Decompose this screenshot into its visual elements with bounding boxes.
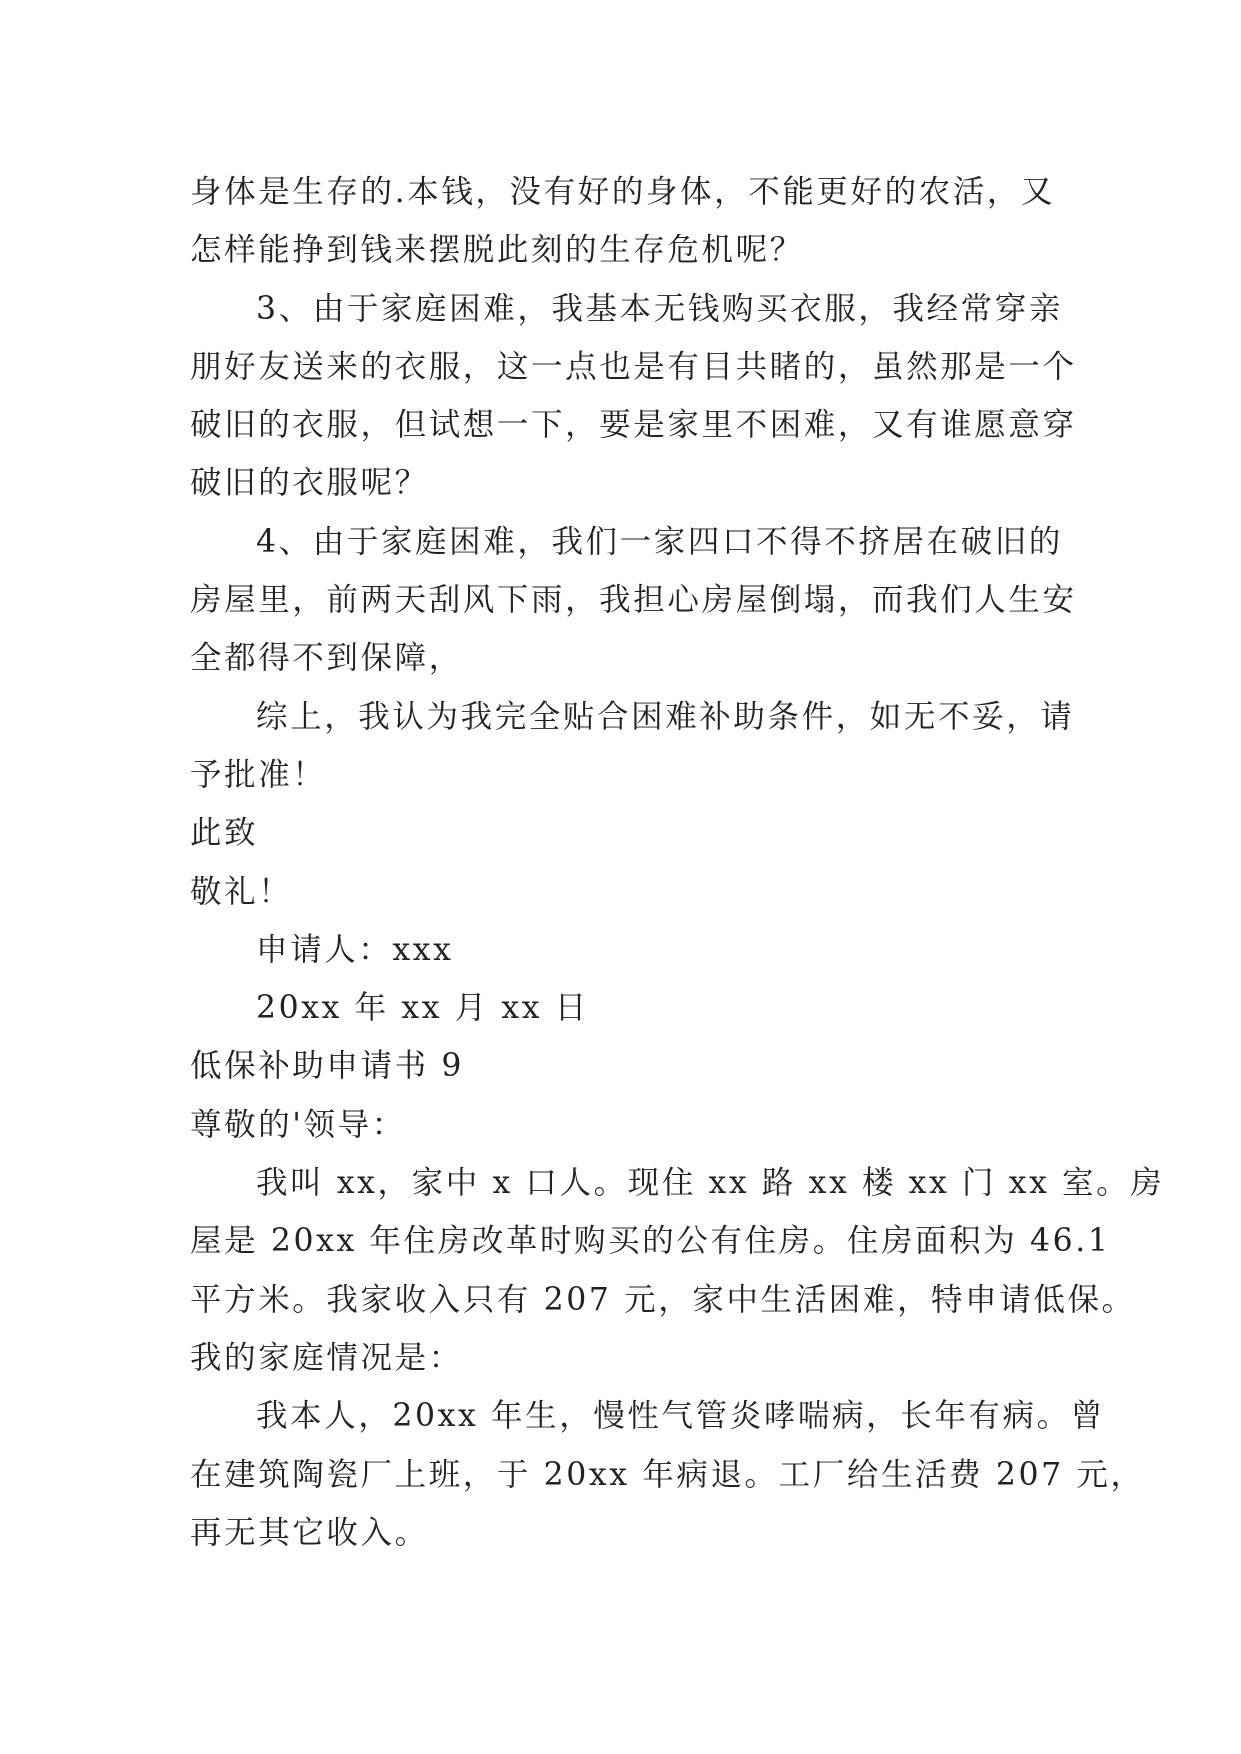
text-line: 我的家庭情况是： — [190, 1339, 463, 1376]
text-line: 再无其它收入。 — [190, 1514, 429, 1551]
text-line: 屋是 20xx 年住房改革时购买的公有住房。住房面积为 46.1 — [190, 1223, 1111, 1260]
text-line: 我本人，20xx 年生，慢性气管炎哮喘病，长年有病。曾 — [256, 1398, 1105, 1435]
document-body — [190, 163, 1165, 1562]
text-line: 我叫 xx，家中 x 口人。现住 xx 路 xx 楼 xx 门 xx 室。房 — [256, 1165, 1165, 1202]
applicant-signature: 申请人：xxx — [256, 931, 454, 968]
text-line: 予批准！ — [190, 756, 327, 793]
text-line: 破旧的衣服呢？ — [190, 465, 429, 502]
closing-salutation: 此致 — [190, 815, 259, 852]
text-line: 朋好友送来的衣服，这一点也是有目共睹的，虽然那是一个 — [190, 348, 1077, 385]
text-line: 综上，我认为我完全贴合困难补助条件，如无不妥，请 — [256, 698, 1075, 735]
greeting: 尊敬的'领导： — [190, 1106, 406, 1143]
text-line: 在建筑陶瓷厂上班，于 20xx 年病退。工厂给生活费 207 元， — [190, 1456, 1145, 1493]
closing-regards: 敬礼！ — [190, 873, 293, 910]
text-line: 3、由于家庭困难，我基本无钱购买衣服，我经常穿亲 — [256, 290, 1063, 327]
application-date: 20xx 年 xx 月 xx 日 — [256, 990, 589, 1027]
text-line: 4、由于家庭困难，我们一家四口不得不挤居在破旧的 — [256, 523, 1063, 560]
text-line: 破旧的衣服，但试想一下，要是家里不困难，又有谁愿意穿 — [190, 407, 1077, 444]
text-line: 全都得不到保障， — [190, 640, 463, 677]
text-line: 房屋里，前两天刮风下雨，我担心房屋倒塌，而我们人生安 — [190, 582, 1077, 619]
text-line: 平方米。我家收入只有 207 元，家中生活困难，特申请低保。 — [190, 1281, 1136, 1318]
section-title: 低保补助申请书 9 — [190, 1048, 464, 1085]
text-line: 身体是生存的.本钱，没有好的身体，不能更好的农活，又 — [190, 174, 1056, 210]
text-line: 怎样能挣到钱来摆脱此刻的生存危机呢？ — [190, 232, 804, 269]
